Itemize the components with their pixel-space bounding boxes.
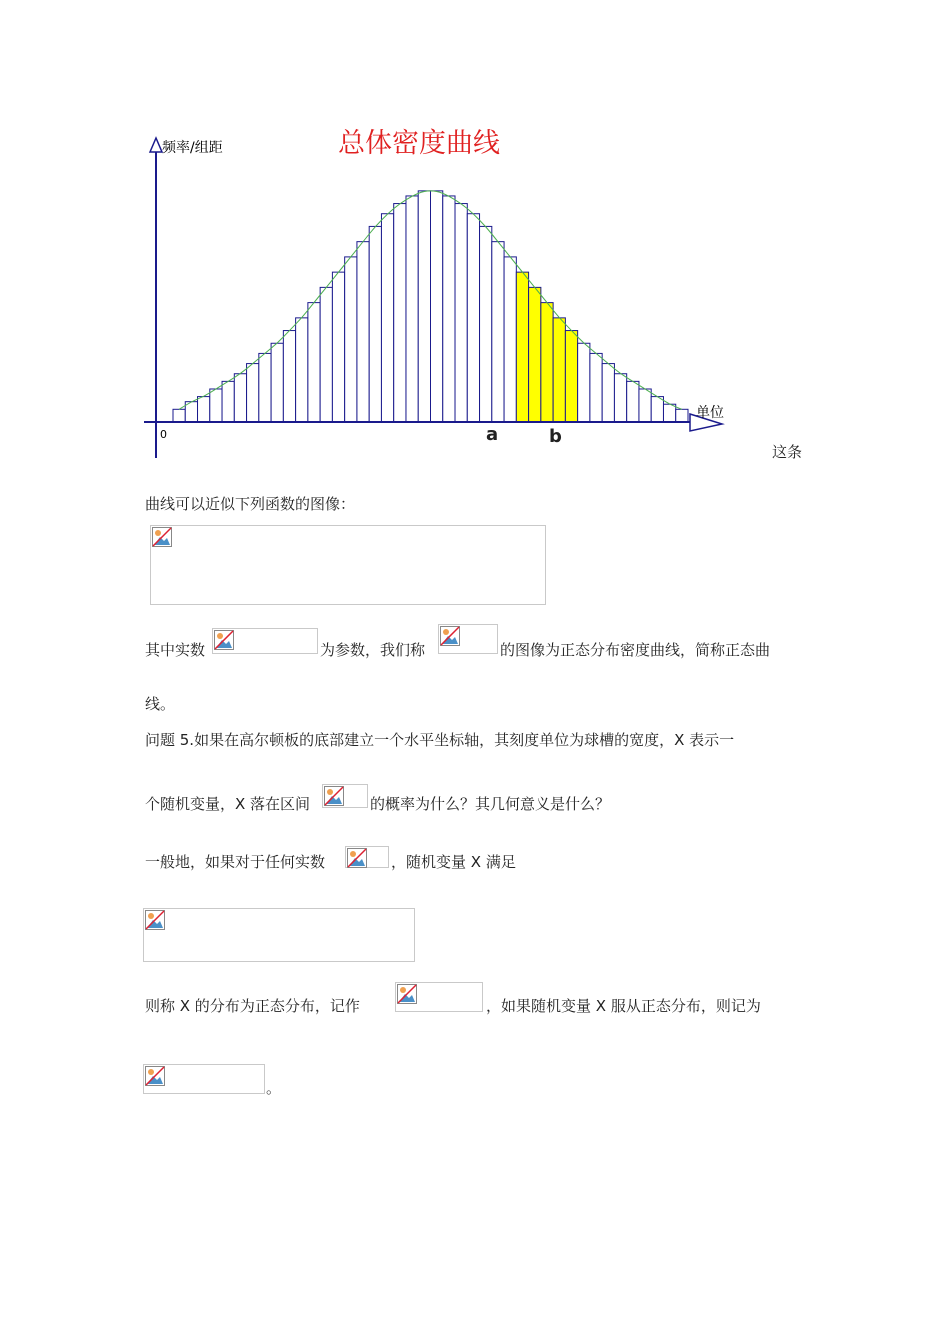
text-line3-b: 为参数，我们称: [320, 641, 426, 659]
histogram-bar: [222, 381, 234, 422]
broken-image-icon: [152, 527, 172, 547]
histogram-bar: [590, 353, 602, 422]
broken-image-icon: [214, 630, 234, 650]
histogram-bar: [345, 257, 357, 422]
histogram-bar: [443, 196, 455, 422]
histogram-bar: [394, 204, 406, 422]
histogram-bar: [541, 303, 553, 422]
histogram-bar: [455, 204, 467, 422]
histogram-bar: [332, 272, 344, 422]
histogram-bar: [406, 196, 418, 422]
histogram-bar: [234, 374, 246, 422]
broken-image-icon: [145, 910, 165, 930]
text-line3-c: 的图像为正态分布密度曲线，简称正态曲: [500, 641, 771, 659]
formula-image-interval: [322, 784, 368, 808]
density-chart: [140, 128, 740, 463]
y-axis-label: 频率/组距: [162, 140, 223, 156]
text-line4: 线。: [145, 695, 176, 713]
histogram-bar: [198, 397, 210, 422]
histogram-bar: [418, 191, 430, 422]
text-line7-b: ，随机变量 X 满足: [391, 853, 516, 871]
text-line6-b: 的概率为什么？其几何意义是什么？: [370, 795, 611, 813]
density-chart-svg: [140, 128, 740, 463]
marker-b-label: b: [549, 426, 562, 447]
histogram-bar: [369, 226, 381, 422]
histogram-bar: [639, 389, 651, 422]
text-line9-tail: 。: [266, 1079, 282, 1097]
histogram-bar: [210, 389, 222, 422]
histogram-bar: [320, 287, 332, 422]
histogram-bar: [431, 191, 443, 422]
histogram-bar: [173, 409, 185, 422]
text-line5: 问题 5.如果在高尔顿板的底部建立一个水平坐标轴，其刻度单位为球槽的宽度，X 表示一: [145, 731, 735, 749]
text-line6-a: 个随机变量，X 落在区间: [145, 795, 311, 813]
histogram-bar: [516, 272, 528, 422]
histogram-bar: [565, 331, 577, 422]
origin-label: 0: [160, 428, 167, 441]
text-line8-b: ，如果随机变量 X 服从正态分布，则记为: [486, 997, 761, 1015]
formula-image-real: [345, 846, 389, 868]
formula-image-func: [438, 624, 498, 654]
histogram-bar: [578, 343, 590, 422]
broken-image-icon: [347, 848, 367, 868]
histogram-bar: [663, 404, 675, 422]
histogram-bar: [602, 364, 614, 422]
histogram-bar: [651, 397, 663, 422]
marker-a-label: a: [486, 424, 499, 445]
text-line2: 曲线可以近似下列函数的图像：: [145, 495, 356, 513]
formula-image-condition: [143, 908, 415, 962]
histogram-bar: [492, 242, 504, 422]
histogram-bar: [467, 214, 479, 422]
text-line7-a: 一般地，如果对于任何实数: [145, 853, 326, 871]
histogram-bar: [271, 343, 283, 422]
histogram-bar: [283, 331, 295, 422]
formula-image-density: [150, 525, 546, 605]
histogram-bar: [627, 381, 639, 422]
broken-image-icon: [440, 626, 460, 646]
text-line3-a: 其中实数: [145, 641, 206, 659]
x-axis-label: 单位: [696, 405, 724, 421]
histogram-bar: [614, 374, 626, 422]
histogram-bar: [480, 226, 492, 422]
y-axis-arrow-icon: [150, 138, 162, 152]
text-line8-a: 则称 X 的分布为正态分布，记作: [145, 997, 360, 1015]
formula-image-params: [212, 628, 318, 654]
broken-image-icon: [145, 1066, 165, 1086]
chart-title: 总体密度曲线: [338, 128, 500, 159]
broken-image-icon: [397, 984, 417, 1004]
histogram-bar: [553, 318, 565, 422]
histogram-bar: [504, 257, 516, 422]
histogram-bar: [529, 287, 541, 422]
formula-image-distribution: [143, 1064, 265, 1094]
broken-image-icon: [324, 786, 344, 806]
histogram-bar: [381, 214, 393, 422]
histogram-bar: [308, 303, 320, 422]
histogram-bar: [676, 409, 688, 422]
text-line1-tail: 这条: [772, 443, 803, 461]
histogram-bar: [296, 318, 308, 422]
bars-layer: [173, 191, 688, 422]
formula-image-notation: [395, 982, 483, 1012]
histogram-bar: [357, 242, 369, 422]
histogram-bar: [247, 364, 259, 422]
histogram-bar: [259, 353, 271, 422]
